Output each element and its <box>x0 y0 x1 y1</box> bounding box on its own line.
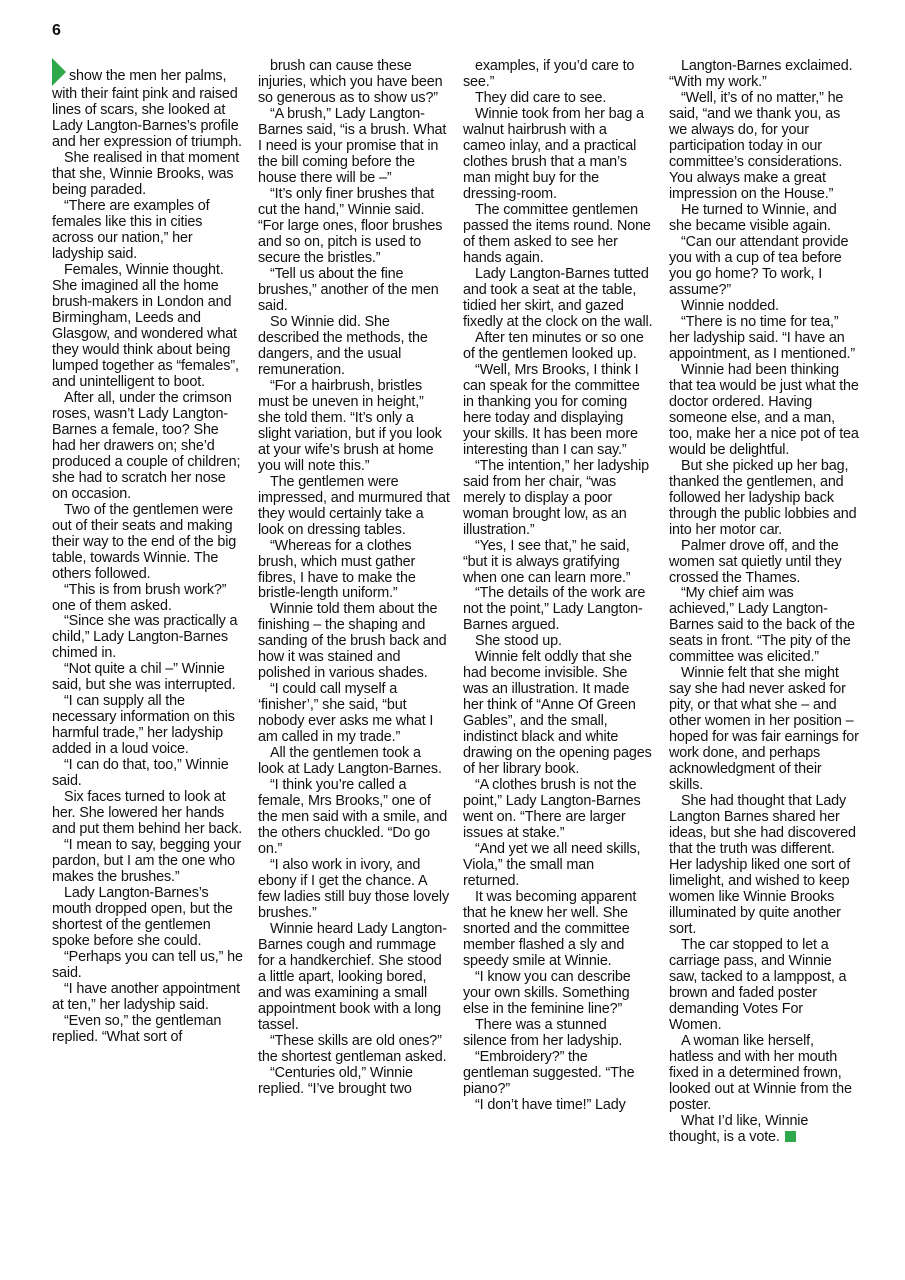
paragraph <box>258 601 450 681</box>
paragraph <box>463 777 653 841</box>
paragraph <box>258 266 450 314</box>
paragraph <box>669 298 859 314</box>
paragraph <box>669 793 859 937</box>
story-start-arrow-icon <box>52 58 66 86</box>
paragraph <box>52 150 244 198</box>
paragraph <box>52 789 244 837</box>
story-end-square-icon <box>785 1131 796 1142</box>
paragraph-text: “The details of the work are not the point,” Lady Langton-Barnes argued. <box>463 585 646 634</box>
paragraph <box>258 58 450 106</box>
paragraph <box>258 314 450 378</box>
paragraph-text: It was becoming apparent that he knew her well. She snorted and the committee member flashed a sly and speedy smile at Winnie. <box>463 889 637 970</box>
paragraph <box>669 362 859 458</box>
paragraph <box>258 186 450 266</box>
paragraph <box>258 474 450 538</box>
paragraph-text: Six faces turned to look at her. She lowered her hands and put them behind her back. <box>52 789 243 838</box>
paragraph <box>258 681 450 745</box>
paragraph <box>52 390 244 502</box>
paragraph <box>463 458 653 538</box>
paragraph-text: “Well, Mrs Brooks, I think I can speak for the committee in thanking you for coming here today and displaying your skills. It has been more interesting than I can say.” <box>463 361 640 458</box>
paragraph <box>258 538 450 602</box>
paragraph <box>463 202 653 266</box>
paragraph <box>669 314 859 362</box>
paragraph <box>463 362 653 458</box>
paragraph-text: There was a stunned silence from her ladyship. <box>463 1017 623 1050</box>
paragraph-text: “Since she was practically a child,” Lady Langton-Barnes chimed in. <box>52 613 238 662</box>
paragraph-text: So Winnie did. She described the methods, the dangers, and the usual remuneration. <box>258 313 428 378</box>
paragraph-text: Females, Winnie thought. She imagined all the home brush-makers in London and Birmingham, Leeds and Glasgow, and wondered what they would think about being lumped together as “females”, and unintelligent to boot. <box>52 261 239 390</box>
paragraph <box>669 665 859 793</box>
paragraph-text: But she picked up her bag, thanked the gentlemen, and followed her ladyship back through the public lobbies and into her motor car. <box>669 457 857 538</box>
paragraph-text: Winnie felt oddly that she had become invisible. She was an illustration. It made her think of “Anne Of Green Gables”, and the small, indistinct black and white drawing on the opening pages of her library book. <box>463 649 652 778</box>
paragraph-text: “And yet we all need skills, Viola,” the small man returned. <box>463 841 641 890</box>
paragraph-text: “I think you’re called a female, Mrs Brooks,” one of the men said with a smile, and the others chuckled. “Do go on.” <box>258 777 448 858</box>
paragraph <box>669 1113 859 1145</box>
paragraph <box>52 949 244 981</box>
paragraph-text: Winnie had been thinking that tea would be just what the doctor ordered. Having someone else, and a man, too, make her a nice pot of tea would be delightful. <box>669 361 859 458</box>
paragraph <box>258 921 450 1033</box>
paragraph <box>258 1065 450 1097</box>
paragraph-text: After ten minutes or so one of the gentlemen looked up. <box>463 329 644 362</box>
paragraph-text: Winnie nodded. <box>681 297 779 314</box>
paragraph-text: Lady Langton-Barnes’s mouth dropped open, but the shortest of the gentlemen spoke before she could. <box>52 885 233 950</box>
paragraph <box>669 234 859 298</box>
paragraph-text: Lady Langton-Barnes tutted and took a seat at the table, tidied her skirt, and gazed fixedly at the clock on the wall. <box>463 265 653 330</box>
paragraph <box>52 613 244 661</box>
paragraph <box>463 106 653 202</box>
paragraph-text: She stood up. <box>475 633 562 650</box>
paragraph <box>52 58 244 150</box>
paragraph-text: “A brush,” Lady Langton-Barnes said, “is a brush. What I need is your promise that in the bill coming before the house there will be –” <box>258 105 447 186</box>
paragraph <box>463 889 653 969</box>
paragraph-text: Winnie heard Lady Langton-Barnes cough and rummage for a handkerchief. She stood a little apart, looking bored, and was examining a small appointment book with a long tassel. <box>258 921 447 1034</box>
paragraph-text: “Not quite a chil –” Winnie said, but she was interrupted. <box>52 661 236 694</box>
paragraph <box>258 1033 450 1065</box>
paragraph-text: “I have another appointment at ten,” her ladyship said. <box>52 981 240 1014</box>
paragraph <box>463 90 653 106</box>
paragraph-text: “I also work in ivory, and ebony if I get the chance. A few ladies still buy those lovely brushes.” <box>258 857 450 922</box>
paragraph-text: “I can do that, too,” Winnie said. <box>52 757 229 790</box>
paragraph-text: “Embroidery?” the gentleman suggested. “The piano?” <box>463 1049 635 1097</box>
paragraph-text: Two of the gentlemen were out of their seats and making their way to the end of the big table, towards Winnie. The others followed. <box>52 501 237 582</box>
paragraph <box>463 633 653 649</box>
paragraph-text: “Perhaps you can tell us,” he said. <box>52 949 243 982</box>
paragraph-text: “A clothes brush is not the point,” Lady Langton-Barnes went on. “There are larger issues at stake.” <box>463 777 641 842</box>
paragraph <box>463 1017 653 1049</box>
paragraph <box>52 661 244 693</box>
paragraph-text: A woman like herself, hatless and with her mouth fixed in a determined frown, looked out at Winnie from the poster. <box>669 1033 852 1113</box>
paragraph-text: “These skills are old ones?” the shortest gentleman asked. <box>258 1033 447 1066</box>
paragraph <box>669 458 859 538</box>
paragraph-text: Winnie felt that she might say she had never asked for pity, or that what she – and other women in her position – hoped for was fair earnings for work done, and perhaps acknowledgment of their skills. <box>669 665 859 794</box>
paragraph <box>463 330 653 362</box>
paragraph-text: They did care to see. <box>475 89 607 106</box>
paragraph <box>52 198 244 262</box>
paragraph <box>463 1097 653 1113</box>
paragraph-text: “My chief aim was achieved,” Lady Langton-Barnes said to the back of the seats in front. “The pity of the committee was elicited.” <box>669 585 855 666</box>
paragraph-text: “Even so,” the gentleman replied. “What sort of <box>52 1013 222 1046</box>
paragraph-text: Palmer drove off, and the women sat quietly until they crossed the Thames. <box>669 537 842 586</box>
paragraph-text: “Can our attendant provide you with a cup of tea before you go home? To work, I assume?” <box>669 233 849 298</box>
paragraph <box>669 58 859 90</box>
paragraph <box>52 693 244 757</box>
paragraph-text: “Tell us about the fine brushes,” another of the men said. <box>258 265 439 314</box>
paragraph <box>463 58 653 90</box>
paragraph-text: “I can supply all the necessary information on this harmful trade,” her ladyship added in a loud voice. <box>52 693 235 758</box>
text-column-4 <box>669 58 859 1145</box>
paragraph <box>463 649 653 777</box>
paragraph-text: “I don’t have time!” Lady <box>475 1096 626 1113</box>
paragraph <box>258 378 450 474</box>
paragraph <box>258 745 450 777</box>
paragraph-text: “For a hairbrush, bristles must be uneven in height,” she told them. “It’s only a slight variation, but if you look at your wife’s brush at home you will note this.” <box>258 377 442 474</box>
paragraph-text: “It’s only finer brushes that cut the hand,” Winnie said. “For large ones, floor brushes and so on, pitch is used to secure the bristles.” <box>258 185 443 266</box>
paragraph-text: “Well, it’s of no matter,” he said, “and we thank you, as we always do, for your participation today in our committee’s considerations. You always make a great impression on the House.” <box>669 89 844 202</box>
paragraph-text: “There is no time for tea,” her ladyship said. “I have an appointment, as I mentioned.” <box>669 313 856 362</box>
text-column-1 <box>52 58 244 1045</box>
paragraph-text: “The intention,” her ladyship said from her chair, “was merely to display a poor woman brought low, as an illustration.” <box>463 457 650 538</box>
paragraph-text: “I mean to say, begging your pardon, but I am the one who makes the brushes.” <box>52 837 242 886</box>
paragraph <box>52 757 244 789</box>
paragraph-text: “Yes, I see that,” he said, “but it is always gratifying when one can learn more.” <box>463 537 631 586</box>
page-number: 6 <box>52 22 61 39</box>
paragraph-text: All the gentlemen took a look at Lady Langton-Barnes. <box>258 745 442 778</box>
paragraph-text: After all, under the crimson roses, wasn’t Lady Langton-Barnes a female, too? She had her drawers on; she’d produced a couple of children; she had to scratch her nose on occasion. <box>52 389 241 502</box>
paragraph-text: Winnie told them about the finishing – the shaping and sanding of the brush back and how it was stained and polished in various shades. <box>258 601 447 682</box>
paragraph-text: She realised in that moment that she, Winnie Brooks, was being paraded. <box>52 149 240 198</box>
paragraph-text: show the men her palms, with their faint pink and raised lines of scars, she looked at Lady Langton-Barnes’s profile and her expression of triumph. <box>52 68 242 150</box>
paragraph <box>52 1013 244 1045</box>
paragraph <box>52 262 244 390</box>
text-column-3 <box>463 58 653 1113</box>
paragraph <box>52 582 244 614</box>
paragraph <box>463 266 653 330</box>
paragraph <box>52 981 244 1013</box>
paragraph <box>463 1049 653 1097</box>
paragraph-text: She had thought that Lady Langton Barnes shared her ideas, but she had discovered that the truth was different. Her ladyship liked one sort of limelight, and wished to keep women like Winnie Brooks illuminated by quite another sort. <box>669 793 856 938</box>
paragraph-text: The car stopped to let a carriage pass, and Winnie saw, tacked to a lamppost, a brown and faded poster demanding Votes For Women. <box>669 937 847 1034</box>
paragraph-text: Winnie took from her bag a walnut hairbrush with a cameo inlay, and a practical clothes brush that a man’s man might buy for the dressing-room. <box>463 105 644 202</box>
paragraph <box>463 841 653 889</box>
paragraph <box>463 585 653 633</box>
paragraph-text: “Whereas for a clothes brush, which must gather fibres, I have to make the bristle-length uniform.” <box>258 537 416 602</box>
paragraph-text: What I’d like, Winnie thought, is a vote. <box>669 1112 809 1145</box>
paragraph <box>463 969 653 1017</box>
paragraph <box>52 885 244 949</box>
paragraph-text: examples, if you’d care to see.” <box>463 58 635 90</box>
paragraph-text: “This is from brush work?” one of them asked. <box>52 581 227 614</box>
paragraph-text: brush can cause these injuries, which you have been so generous as to show us?” <box>258 58 443 106</box>
paragraph <box>52 837 244 885</box>
paragraph-text: Langton-Barnes exclaimed. “With my work.” <box>669 58 853 90</box>
paragraph <box>258 106 450 186</box>
paragraph-text: “Centuries old,” Winnie replied. “I’ve brought two <box>258 1065 413 1097</box>
paragraph-text: He turned to Winnie, and she became visible again. <box>669 201 837 234</box>
paragraph <box>52 502 244 582</box>
paragraph <box>669 538 859 586</box>
paragraph <box>463 538 653 586</box>
paragraph <box>669 1033 859 1113</box>
paragraph <box>669 937 859 1033</box>
paragraph-text: “I could call myself a ‘finisher’,” she said, “but nobody ever asks me what I am called in my trade.” <box>258 681 434 746</box>
text-column-2 <box>258 58 450 1097</box>
paragraph <box>669 585 859 665</box>
paragraph <box>669 90 859 202</box>
paragraph <box>669 202 859 234</box>
paragraph <box>258 777 450 857</box>
paragraph-text: The gentlemen were impressed, and murmured that they would certainly take a look on dressing tables. <box>258 473 450 538</box>
paragraph-text: “I know you can describe your own skills. Something else in the feminine line?” <box>463 969 631 1018</box>
paragraph-text: “There are examples of females like this in cities across our nation,” her ladyship said. <box>52 197 210 262</box>
paragraph-text: The committee gentlemen passed the items round. None of them asked to see her hands again. <box>463 201 651 266</box>
paragraph <box>258 857 450 921</box>
